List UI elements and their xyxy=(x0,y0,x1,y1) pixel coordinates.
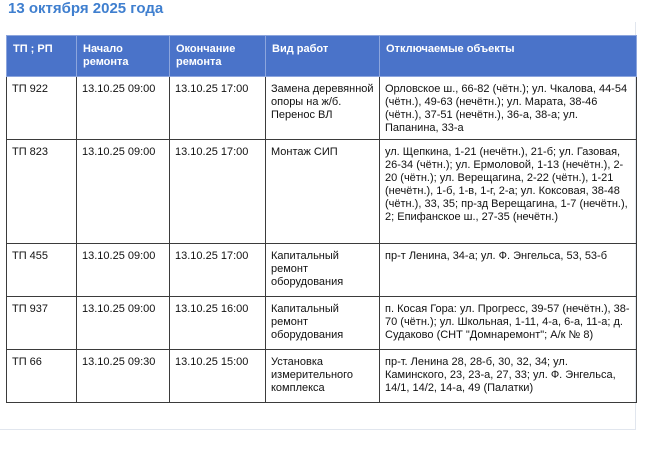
cell-end: 13.10.25 17:00 xyxy=(170,140,266,244)
table-row xyxy=(7,297,637,350)
cell-tp: ТП 455 xyxy=(7,244,77,297)
table-row xyxy=(7,244,637,297)
cell-tp: ТП 823 xyxy=(7,140,77,244)
cell-end: 13.10.25 17:00 xyxy=(170,77,266,140)
table-row xyxy=(7,140,637,244)
date-heading: 13 октября 2025 года xyxy=(8,0,164,17)
cell-objects: п. Косая Гора: ул. Прогресс, 39-57 (нечётн.), 38-70 (чётн.); ул. Школьная, 1-11, 4-а, 6-а, 11-а; д. Судаково (СНТ "Домнаремонт"; А/к № 8) xyxy=(380,297,637,350)
cell-objects: Орловское ш., 66-82 (чётн.); ул. Чкалова, 44-54 (чётн.), 49-63 (нечётн.); ул. Марата, 38-46 (чётн.), 37-51 (нечётн.), 36-а, 38-а; ул. Папанина, 33-а xyxy=(380,77,637,140)
cell-objects: пр-т Ленина, 34-а; ул. Ф. Энгельса, 53, 53-б xyxy=(380,244,637,297)
outage-schedule-table xyxy=(6,35,637,403)
cell-work: Замена деревянной опоры на ж/б. Перенос ВЛ xyxy=(266,77,380,140)
cell-work: Капитальный ремонт оборудования xyxy=(266,244,380,297)
cell-work: Монтаж СИП xyxy=(266,140,380,244)
cell-tp: ТП 66 xyxy=(7,350,77,403)
cell-objects: ул. Щепкина, 1-21 (нечётн.), 21-б; ул. Газовая, 26-34 (чётн.); ул. Ермоловой, 1-13 (нечётн.), 2-20 (чётн.); ул. Верещагина, 2-22 (чётн.), 1-21 (нечётн.), 1-б, 1-в, 1-г, 2-а; ул. Коксовая, 38-48 (чётн.), 33, 35; пр-зд Верещагина, 1-7 (нечётн.), 2; Епифанское ш., 27-35 (нечётн.) xyxy=(380,140,637,244)
column-header-tp: ТП ; РП xyxy=(7,36,77,77)
column-header-end: Окончание ремонта xyxy=(170,36,266,77)
cell-objects: пр-т. Ленина 28, 28-б, 30, 32, 34; ул. Каминского, 23, 23-а, 27, 33; ул. Ф. Энгельса, 14/1, 14/2, 14-а, 49 (Палатки) xyxy=(380,350,637,403)
table-row xyxy=(7,77,637,140)
cell-end: 13.10.25 17:00 xyxy=(170,244,266,297)
cell-end: 13.10.25 15:00 xyxy=(170,350,266,403)
table-row xyxy=(7,350,637,403)
cell-tp: ТП 922 xyxy=(7,77,77,140)
cell-start: 13.10.25 09:00 xyxy=(77,297,170,350)
cell-work: Установка измерительного комплекса xyxy=(266,350,380,403)
cell-start: 13.10.25 09:00 xyxy=(77,140,170,244)
cell-start: 13.10.25 09:00 xyxy=(77,244,170,297)
column-header-start: Начало ремонта xyxy=(77,36,170,77)
column-header-work: Вид работ xyxy=(266,36,380,77)
cell-start: 13.10.25 09:00 xyxy=(77,77,170,140)
cell-end: 13.10.25 16:00 xyxy=(170,297,266,350)
column-header-objects: Отключаемые объекты xyxy=(380,36,637,77)
cell-work: Капитальный ремонт оборудования xyxy=(266,297,380,350)
table-header-row xyxy=(7,36,637,77)
cell-tp: ТП 937 xyxy=(7,297,77,350)
cell-start: 13.10.25 09:30 xyxy=(77,350,170,403)
